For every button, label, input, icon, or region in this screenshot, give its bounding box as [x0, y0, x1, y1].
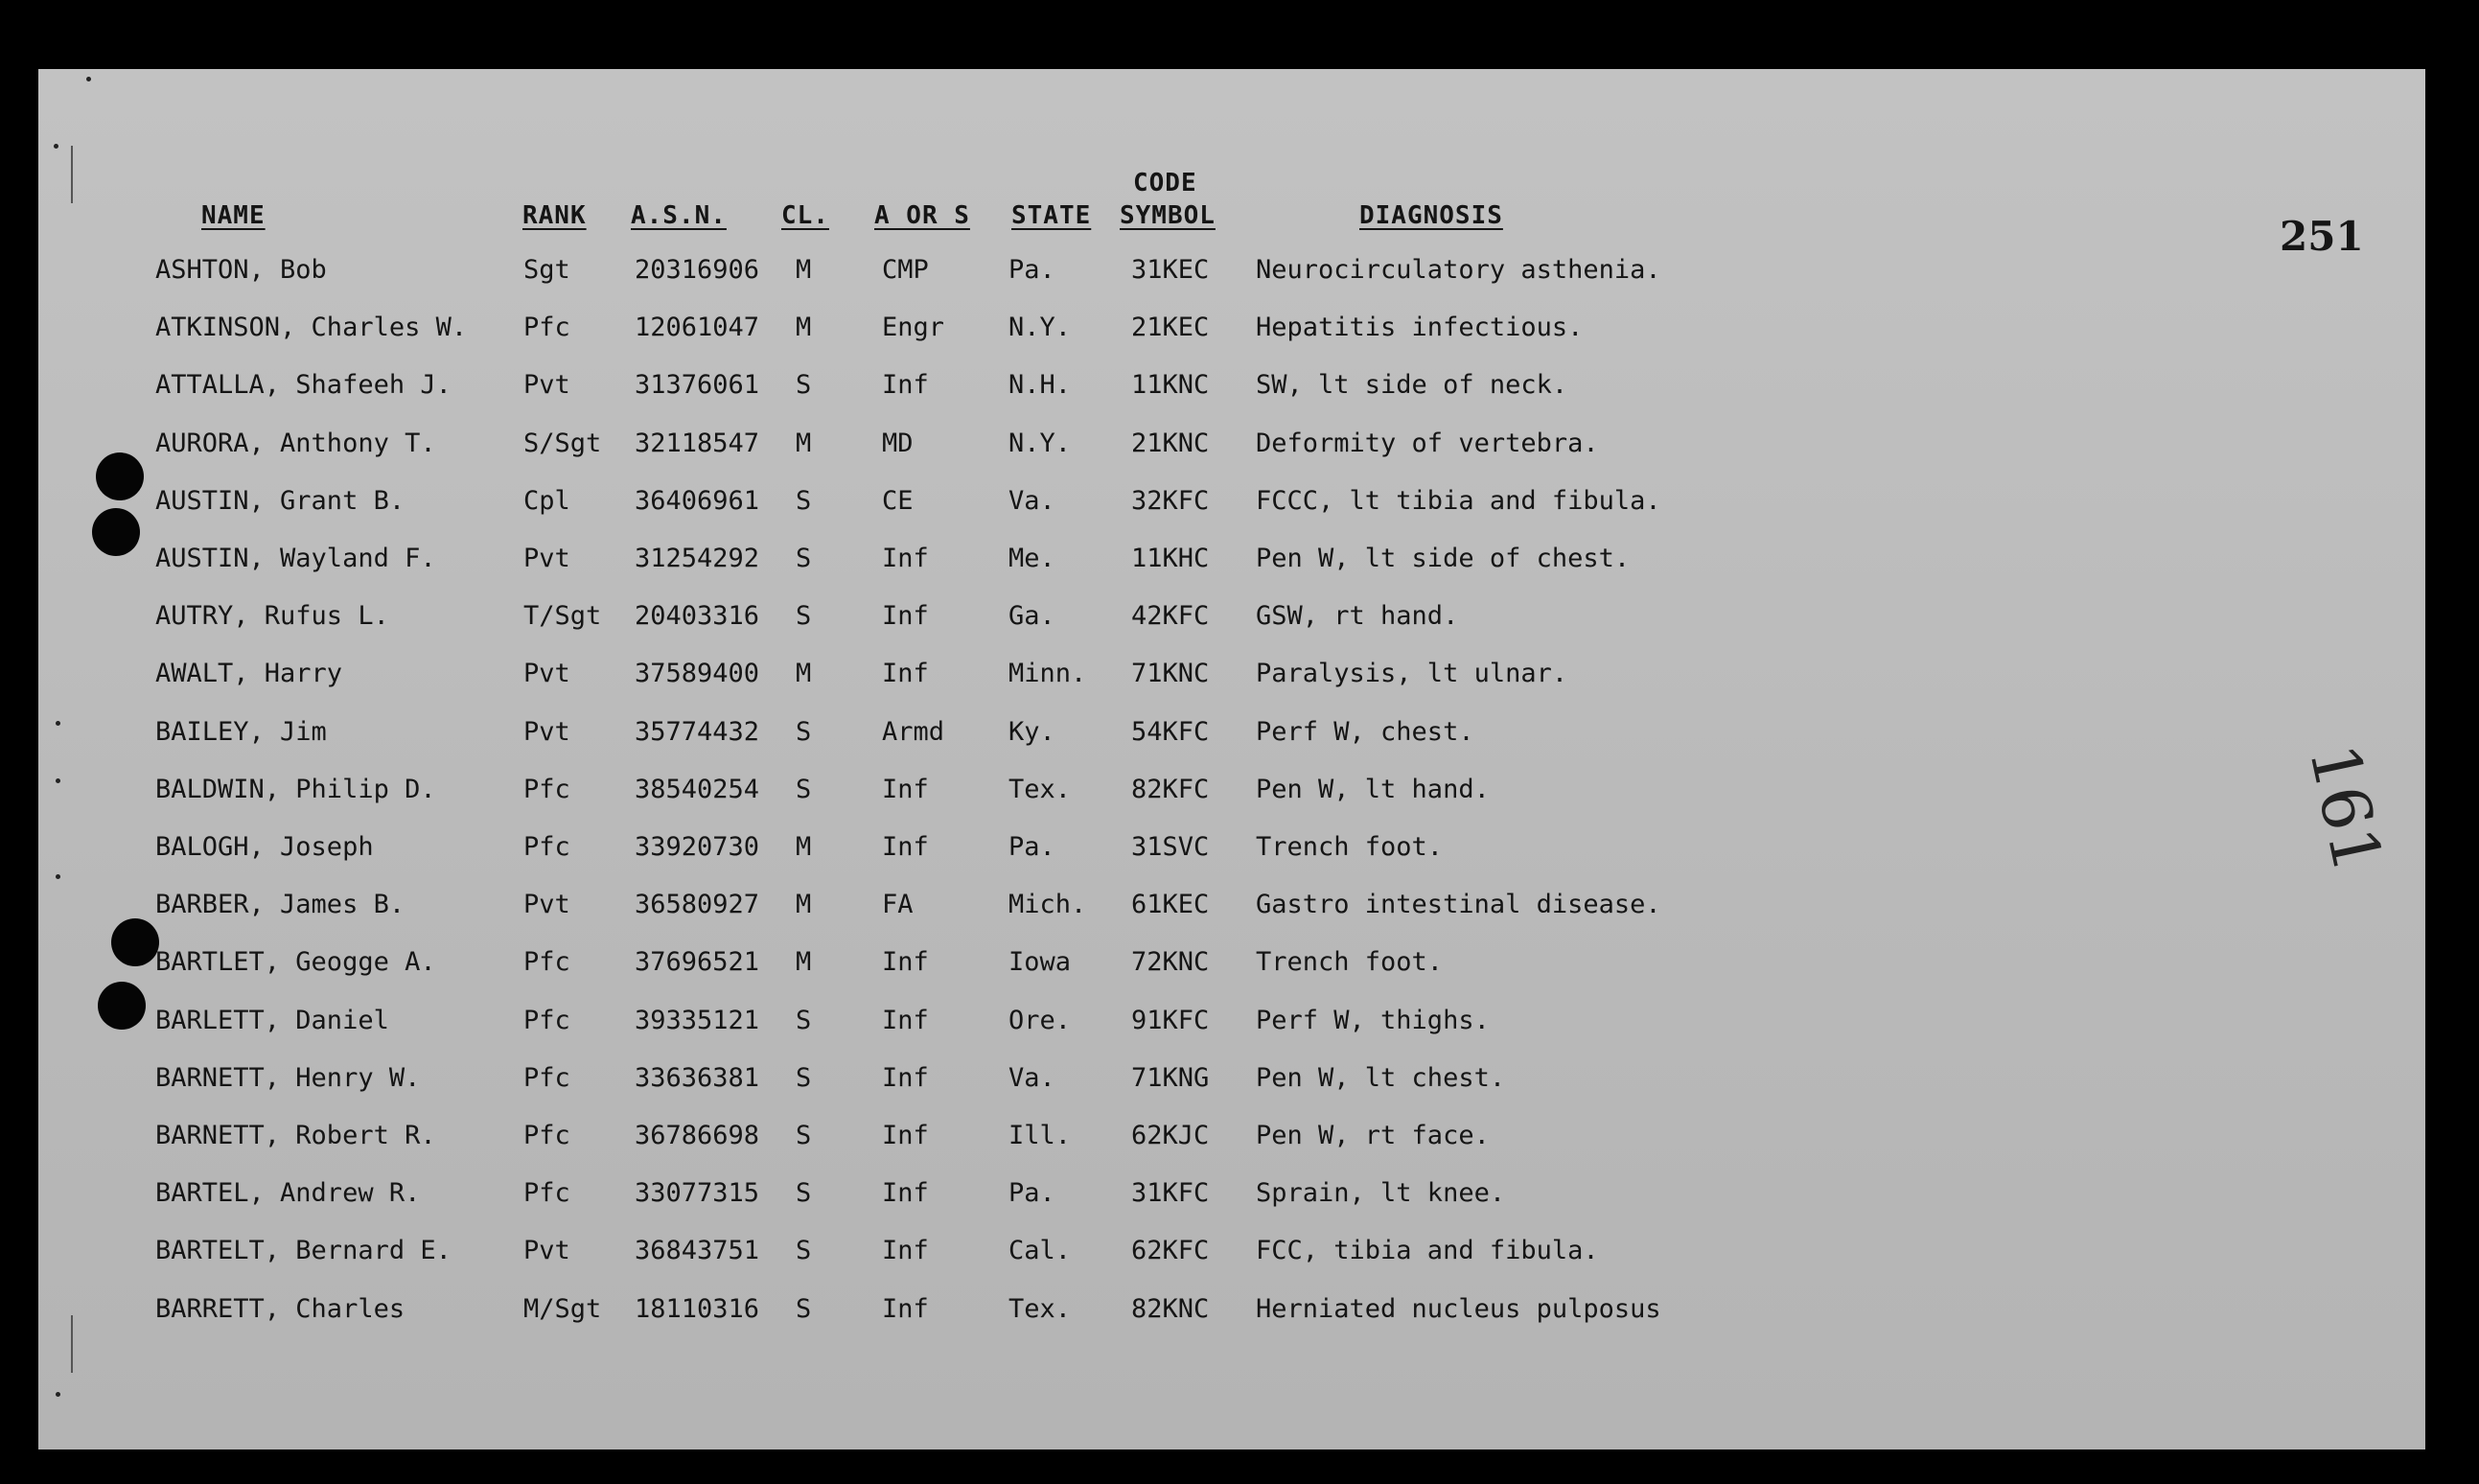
record-code-symbol: 21KNC	[1131, 429, 1210, 458]
header-diagnosis: DIAGNOSIS	[1359, 201, 1503, 230]
record-code-symbol: 31KFC	[1131, 1178, 1210, 1208]
record-arm-or-service: Inf	[882, 1236, 929, 1265]
record-class: S	[796, 1178, 812, 1208]
record-asn: 36786698	[635, 1121, 760, 1150]
record-name: BARTLET, Geogge A.	[155, 947, 436, 977]
record-class: S	[796, 1121, 812, 1150]
record-diagnosis: SW, lt side of neck.	[1256, 370, 1568, 400]
record-arm-or-service: CE	[882, 486, 914, 516]
record-arm-or-service: Inf	[882, 832, 929, 862]
record-rank: Pfc	[523, 832, 570, 862]
record-asn: 20403316	[635, 601, 760, 631]
record-rank: Pfc	[523, 775, 570, 804]
record-row	[38, 713, 2425, 752]
record-arm-or-service: Inf	[882, 601, 929, 631]
header-state: STATE	[1011, 201, 1092, 230]
record-class: S	[796, 486, 812, 516]
record-rank: Pvt	[523, 544, 570, 573]
paper-speck	[56, 1392, 60, 1397]
record-rank: Pvt	[523, 370, 570, 400]
record-diagnosis: FCCC, lt tibia and fibula.	[1256, 486, 1661, 516]
record-state: Me.	[1008, 544, 1055, 573]
record-name: BARNETT, Robert R.	[155, 1121, 436, 1150]
record-state: Mich.	[1008, 890, 1087, 919]
record-asn: 32118547	[635, 429, 760, 458]
record-class: S	[796, 1006, 812, 1035]
record-diagnosis: Pen W, lt chest.	[1256, 1063, 1506, 1093]
record-class: S	[796, 775, 812, 804]
record-code-symbol: 32KFC	[1131, 486, 1210, 516]
record-class: S	[796, 717, 812, 747]
record-rank: Pfc	[523, 313, 570, 342]
record-state: Tex.	[1008, 775, 1072, 804]
record-code-symbol: 61KEC	[1131, 890, 1210, 919]
record-row	[38, 943, 2425, 982]
record-diagnosis: Pen W, rt face.	[1256, 1121, 1490, 1150]
record-rank: S/Sgt	[523, 429, 602, 458]
record-name: ASHTON, Bob	[155, 255, 327, 285]
record-diagnosis: Sprain, lt knee.	[1256, 1178, 1506, 1208]
record-diagnosis: Hepatitis infectious.	[1256, 313, 1584, 342]
record-arm-or-service: Inf	[882, 775, 929, 804]
record-diagnosis: Trench foot.	[1256, 947, 1444, 977]
record-sheet	[38, 69, 2425, 1449]
record-diagnosis: Neurocirculatory asthenia.	[1256, 255, 1661, 285]
record-row	[38, 482, 2425, 521]
record-state: N.H.	[1008, 370, 1072, 400]
record-name: BARNETT, Henry W.	[155, 1063, 421, 1093]
record-arm-or-service: Inf	[882, 659, 929, 688]
record-class: M	[796, 429, 812, 458]
record-name: BARLETT, Daniel	[155, 1006, 389, 1035]
record-class: S	[796, 601, 812, 631]
header-rank: RANK	[522, 201, 587, 230]
record-arm-or-service: Inf	[882, 370, 929, 400]
record-name: BALDWIN, Philip D.	[155, 775, 436, 804]
record-asn: 33636381	[635, 1063, 760, 1093]
record-name: AUSTIN, Wayland F.	[155, 544, 436, 573]
record-diagnosis: GSW, rt hand.	[1256, 601, 1459, 631]
record-rank: Pfc	[523, 1063, 570, 1093]
record-class: M	[796, 947, 812, 977]
record-diagnosis: Herniated nucleus pulposus	[1256, 1294, 1661, 1324]
margin-mark	[71, 146, 73, 203]
record-diagnosis: Paralysis, lt ulnar.	[1256, 659, 1568, 688]
record-name: BARBER, James B.	[155, 890, 405, 919]
record-asn: 39335121	[635, 1006, 760, 1035]
record-code-symbol: 82KFC	[1131, 775, 1210, 804]
record-diagnosis: Deformity of vertebra.	[1256, 429, 1599, 458]
record-diagnosis: Pen W, lt hand.	[1256, 775, 1490, 804]
record-state: Ill.	[1008, 1121, 1072, 1150]
record-class: M	[796, 832, 812, 862]
record-state: Va.	[1008, 1063, 1055, 1093]
record-arm-or-service: Inf	[882, 1294, 929, 1324]
record-rank: Sgt	[523, 255, 570, 285]
record-arm-or-service: Inf	[882, 1178, 929, 1208]
record-row	[38, 425, 2425, 463]
punch-hole	[98, 982, 146, 1030]
record-code-symbol: 62KFC	[1131, 1236, 1210, 1265]
page-number: 251	[2280, 213, 2364, 260]
record-code-symbol: 72KNC	[1131, 947, 1210, 977]
record-row	[38, 655, 2425, 693]
record-row	[38, 1232, 2425, 1270]
record-class: M	[796, 659, 812, 688]
record-diagnosis: Perf W, thighs.	[1256, 1006, 1490, 1035]
punch-hole	[92, 508, 140, 556]
record-class: S	[796, 370, 812, 400]
paper-speck	[54, 144, 58, 149]
record-diagnosis: FCC, tibia and fibula.	[1256, 1236, 1599, 1265]
record-state: Pa.	[1008, 255, 1055, 285]
record-name: AUTRY, Rufus L.	[155, 601, 389, 631]
record-name: ATKINSON, Charles W.	[155, 313, 468, 342]
record-rank: Pvt	[523, 659, 570, 688]
record-row	[38, 309, 2425, 347]
record-code-symbol: 82KNC	[1131, 1294, 1210, 1324]
record-state: Iowa	[1008, 947, 1072, 977]
record-row	[38, 1117, 2425, 1155]
record-arm-or-service: MD	[882, 429, 914, 458]
record-name: BAILEY, Jim	[155, 717, 327, 747]
record-asn: 12061047	[635, 313, 760, 342]
record-state: Va.	[1008, 486, 1055, 516]
record-row	[38, 540, 2425, 578]
record-asn: 33077315	[635, 1178, 760, 1208]
record-arm-or-service: Engr	[882, 313, 945, 342]
record-rank: M/Sgt	[523, 1294, 602, 1324]
record-row	[38, 886, 2425, 924]
record-asn: 18110316	[635, 1294, 760, 1324]
record-asn: 37589400	[635, 659, 760, 688]
record-code-symbol: 71KNC	[1131, 659, 1210, 688]
record-state: Ga.	[1008, 601, 1055, 631]
record-class: S	[796, 1063, 812, 1093]
record-asn: 36580927	[635, 890, 760, 919]
punch-hole	[96, 452, 144, 500]
record-state: Ky.	[1008, 717, 1055, 747]
record-name: AURORA, Anthony T.	[155, 429, 436, 458]
record-class: M	[796, 890, 812, 919]
record-code-symbol: 11KNC	[1131, 370, 1210, 400]
record-arm-or-service: CMP	[882, 255, 929, 285]
punch-hole	[111, 918, 159, 966]
record-row	[38, 366, 2425, 405]
record-rank: Pfc	[523, 1006, 570, 1035]
header-code-top: CODE	[1133, 169, 1197, 197]
record-asn: 36406961	[635, 486, 760, 516]
record-rank: Pvt	[523, 1236, 570, 1265]
record-asn: 36843751	[635, 1236, 760, 1265]
record-code-symbol: 71KNG	[1131, 1063, 1210, 1093]
record-code-symbol: 42KFC	[1131, 601, 1210, 631]
record-code-symbol: 54KFC	[1131, 717, 1210, 747]
record-arm-or-service: Inf	[882, 544, 929, 573]
record-rank: Pfc	[523, 1121, 570, 1150]
record-row	[38, 597, 2425, 636]
record-code-symbol: 31KEC	[1131, 255, 1210, 285]
record-arm-or-service: Inf	[882, 947, 929, 977]
record-code-symbol: 21KEC	[1131, 313, 1210, 342]
paper-speck	[86, 77, 91, 81]
record-name: BARRETT, Charles	[155, 1294, 405, 1324]
record-diagnosis: Trench foot.	[1256, 832, 1444, 862]
record-rank: Pfc	[523, 1178, 570, 1208]
record-arm-or-service: FA	[882, 890, 914, 919]
record-name: ATTALLA, Shafeeh J.	[155, 370, 452, 400]
record-row	[38, 1059, 2425, 1098]
header-asn: A.S.N.	[631, 201, 727, 230]
record-name: BALOGH, Joseph	[155, 832, 374, 862]
record-rank: T/Sgt	[523, 601, 602, 631]
paper-speck	[56, 721, 60, 726]
record-asn: 31376061	[635, 370, 760, 400]
record-name: AUSTIN, Grant B.	[155, 486, 405, 516]
record-asn: 20316906	[635, 255, 760, 285]
header-cl: CL.	[781, 201, 829, 230]
record-state: Pa.	[1008, 832, 1055, 862]
record-asn: 35774432	[635, 717, 760, 747]
record-class: S	[796, 1294, 812, 1324]
record-row	[38, 771, 2425, 809]
record-asn: 31254292	[635, 544, 760, 573]
record-name: AWALT, Harry	[155, 659, 343, 688]
record-arm-or-service: Inf	[882, 1121, 929, 1150]
record-state: Ore.	[1008, 1006, 1072, 1035]
record-rank: Cpl	[523, 486, 570, 516]
record-asn: 37696521	[635, 947, 760, 977]
record-name: BARTELT, Bernard E.	[155, 1236, 452, 1265]
record-state: N.Y.	[1008, 313, 1072, 342]
record-class: M	[796, 255, 812, 285]
record-state: Minn.	[1008, 659, 1087, 688]
record-code-symbol: 31SVC	[1131, 832, 1210, 862]
margin-mark	[71, 1315, 73, 1373]
record-code-symbol: 62KJC	[1131, 1121, 1210, 1150]
record-state: Pa.	[1008, 1178, 1055, 1208]
record-code-symbol: 11KHC	[1131, 544, 1210, 573]
record-state: Tex.	[1008, 1294, 1072, 1324]
record-diagnosis: Pen W, lt side of chest.	[1256, 544, 1631, 573]
record-row	[38, 1290, 2425, 1329]
handwritten-mark: 161	[2293, 737, 2398, 879]
record-row	[38, 1174, 2425, 1213]
record-arm-or-service: Armd	[882, 717, 945, 747]
record-diagnosis: Perf W, chest.	[1256, 717, 1474, 747]
record-row	[38, 251, 2425, 290]
record-asn: 38540254	[635, 775, 760, 804]
header-a-or-s: A OR S	[874, 201, 970, 230]
record-rank: Pvt	[523, 890, 570, 919]
paper-speck	[56, 874, 60, 879]
record-arm-or-service: Inf	[882, 1063, 929, 1093]
header-name: NAME	[201, 201, 266, 230]
record-class: S	[796, 1236, 812, 1265]
record-class: S	[796, 544, 812, 573]
record-rank: Pvt	[523, 717, 570, 747]
record-row	[38, 828, 2425, 867]
record-class: M	[796, 313, 812, 342]
record-state: N.Y.	[1008, 429, 1072, 458]
paper-speck	[56, 778, 60, 783]
record-state: Cal.	[1008, 1236, 1072, 1265]
record-asn: 33920730	[635, 832, 760, 862]
record-name: BARTEL, Andrew R.	[155, 1178, 421, 1208]
record-code-symbol: 91KFC	[1131, 1006, 1210, 1035]
record-diagnosis: Gastro intestinal disease.	[1256, 890, 1661, 919]
record-row	[38, 1002, 2425, 1040]
record-rank: Pfc	[523, 947, 570, 977]
header-code-bottom: SYMBOL	[1120, 201, 1216, 230]
record-arm-or-service: Inf	[882, 1006, 929, 1035]
